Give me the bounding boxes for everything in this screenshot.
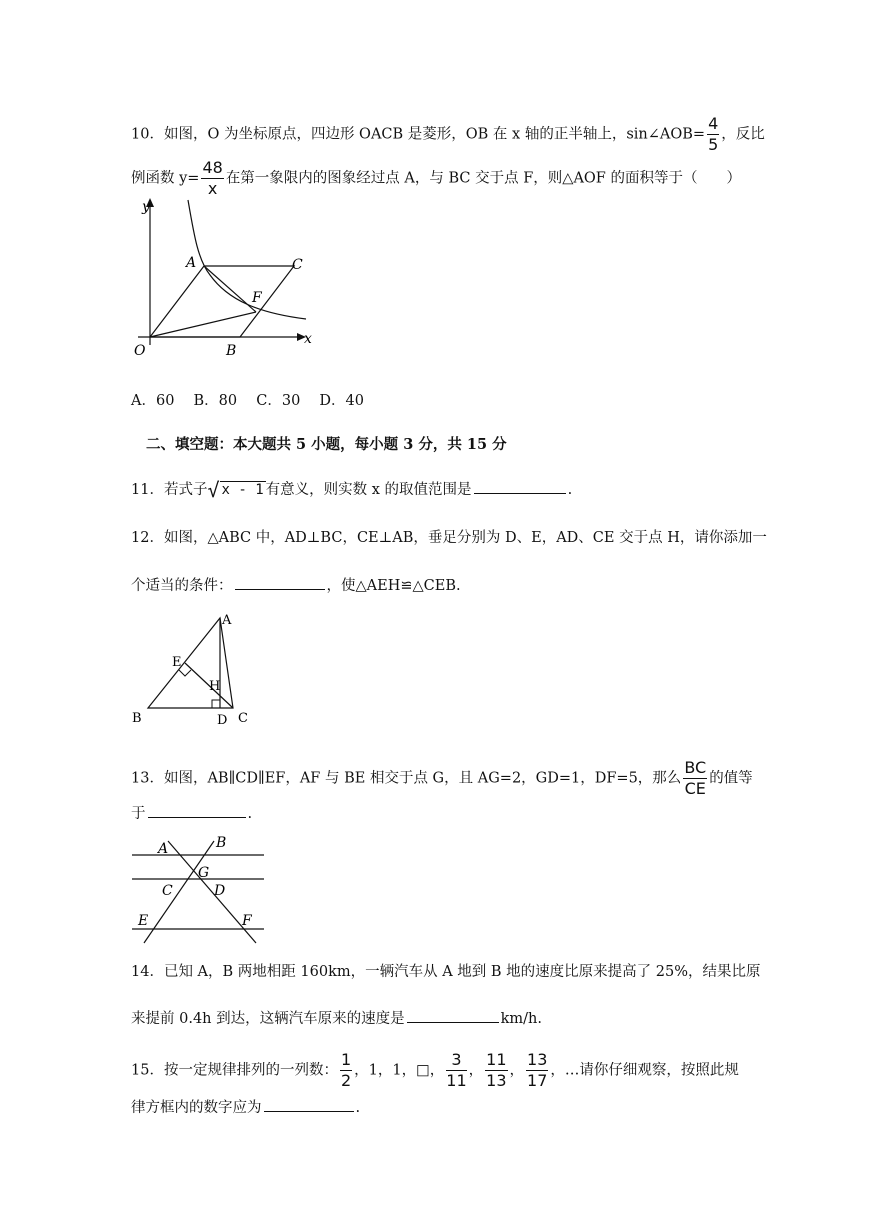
label-E: E xyxy=(172,655,182,670)
label-C: C xyxy=(162,883,173,899)
q15-line1: 15．按一定规律排列的一列数： $\frac{1}{2}$ ，1，1，□， $\frac{3}{11}$ ， $\frac{11}{13}$ ， $\frac{13}{17}$ ，…请你仔细观察，按照此规 xyxy=(131,1050,739,1090)
label-B: B xyxy=(216,835,227,851)
label-D: D xyxy=(217,713,228,728)
q10-figure-rhombus xyxy=(128,195,318,365)
label-x: x xyxy=(304,331,312,347)
label-G: G xyxy=(198,865,210,881)
fraction-13-17: $\frac{13}{17}$ xyxy=(527,1050,548,1090)
fraction-3-11: $\frac{3}{11}$ xyxy=(446,1050,467,1090)
q13-line2: 于 . xyxy=(131,803,252,824)
label-A: A xyxy=(158,841,169,857)
fraction-1-2: $\frac{1}{2}$ xyxy=(340,1050,352,1090)
q13-figure-parallel-lines xyxy=(128,833,268,945)
q14-line1: 14．已知 A，B 两地相距 160km，一辆汽车从 A 地到 B 地的速度比原来提高了 25%，结果比原 xyxy=(131,964,761,980)
fraction-4-5: $\frac{4}{5}$ xyxy=(708,114,719,154)
label-E: E xyxy=(138,913,149,929)
label-A: A xyxy=(186,255,197,271)
q12-answer-blank[interactable] xyxy=(235,575,325,590)
label-O: O xyxy=(134,343,146,359)
label-D: D xyxy=(214,883,226,899)
q14-answer-blank[interactable] xyxy=(407,1008,499,1023)
q10-options: A．60 B．80 C．30 D．40 xyxy=(131,393,364,409)
sqrt-expression: √ x - 1 xyxy=(207,478,264,502)
fraction-BC-CE: $\frac{BC}{CE}$ xyxy=(684,758,707,798)
q13-line1: 13．如图，AB∥CD∥EF，AF 与 BE 相交于点 G，且 AG=2，GD=1，DF=5，那么 $\frac{BC}{CE}$ 的值等 xyxy=(131,758,753,798)
section-2-heading: 二、填空题：本大题共 5 小题，每小题 3 分，共 15 分 xyxy=(146,436,507,453)
q11-line: 11．若式子√ x - 1 有意义，则实数 x 的取值范围是 . xyxy=(131,478,573,502)
q11-answer-blank[interactable] xyxy=(474,479,566,494)
q12-line1: 12．如图，△ABC 中，AD⊥BC，CE⊥AB，垂足分别为 D、E，AD、CE 交于点 H，请你添加一 xyxy=(131,530,767,546)
label-C: C xyxy=(238,711,248,726)
q10-line2: 例函数 y= $\frac{48}{x}$ 在第一象限内的图象经过点 A，与 BC 交于点 F，则△AOF 的面积等于（ ） xyxy=(131,158,741,198)
label-F: F xyxy=(252,290,262,306)
q15-line2: 律方框内的数字应为 . xyxy=(131,1097,360,1118)
q12-line2: 个适当的条件： ，使△AEH≌△CEB. xyxy=(131,575,461,596)
label-B: B xyxy=(132,711,142,726)
q12-figure-triangle xyxy=(128,610,258,728)
label-H: H xyxy=(209,679,221,694)
fraction-11-13: $\frac{11}{13}$ xyxy=(486,1050,507,1090)
label-y: y xyxy=(142,199,150,215)
q13-answer-blank[interactable] xyxy=(148,803,246,818)
fraction-48-x: $\frac{48}{x}$ xyxy=(202,158,223,198)
label-F: F xyxy=(242,913,252,929)
label-B: B xyxy=(226,343,237,359)
q14-line2: 来提前 0.4h 到达，这辆汽车原来的速度是 km/h. xyxy=(131,1008,542,1029)
label-A: A xyxy=(222,613,232,628)
q10-line1: 10．如图，O 为坐标原点，四边形 OACB 是菱形，OB 在 x 轴的正半轴上，sin∠AOB= $\frac{4}{5}$ ，反比 xyxy=(131,114,765,154)
q15-answer-blank[interactable] xyxy=(264,1097,354,1112)
label-C: C xyxy=(292,257,303,273)
